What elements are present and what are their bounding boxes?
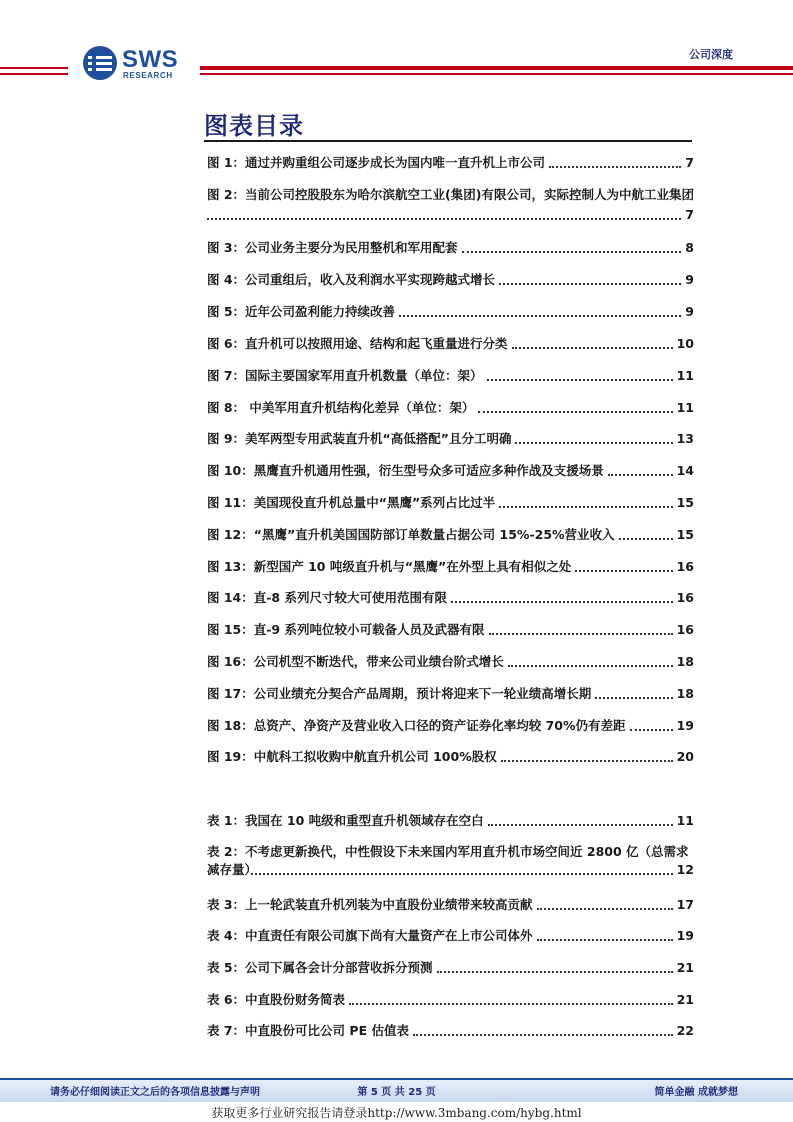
- leader-dots: [512, 347, 673, 349]
- entry-page: 17: [676, 897, 694, 912]
- entry-page: 18: [676, 686, 694, 701]
- toc-entry-figure[interactable]: [207, 367, 694, 385]
- entry-label: 表 3：上一轮武装直升机列装为中直股份业绩带来较高贡献: [207, 897, 533, 912]
- toc-entry-figure[interactable]: [207, 399, 694, 417]
- entry-page: 15: [676, 527, 694, 542]
- header-rule-left-top: [0, 67, 68, 69]
- toc-entry-figure[interactable]: [207, 685, 694, 703]
- entry-page: 7: [685, 155, 694, 170]
- report-type-label: 公司深度: [689, 48, 733, 61]
- leader-dots: [608, 474, 673, 476]
- entry-label: 图 3：公司业务主要分为民用整机和军用配套: [207, 240, 458, 255]
- toc-entry-table[interactable]: [207, 959, 694, 977]
- leader-dots: [501, 760, 673, 762]
- toc-entry-figure[interactable]: [207, 303, 694, 321]
- toc-entry-figure[interactable]: [207, 653, 694, 671]
- toc-title: 图表目录: [204, 112, 304, 140]
- toc-entry-figure[interactable]: [207, 621, 694, 639]
- leader-dots: [499, 283, 681, 285]
- toc-entry-figure[interactable]: [207, 589, 694, 607]
- leader-dots: [251, 873, 673, 875]
- entry-label: 图 9：美军两型专用武装直升机“高低搭配”且分工明确: [207, 431, 512, 446]
- entry-label: 图 10：黑鹰直升机通用性强，衍生型号众多可适应多种作战及支援场景: [207, 463, 604, 478]
- entry-label: 图 11：美国现役直升机总量中“黑鹰”系列占比过半: [207, 495, 496, 510]
- toc-entry-figure[interactable]: [207, 154, 694, 172]
- toc-entry-table[interactable]: [207, 812, 694, 830]
- sws-logo: [82, 43, 182, 83]
- entry-label: 图 1：通过并购重组公司逐步成长为国内唯一直升机上市公司: [207, 155, 546, 170]
- entry-page: 14: [676, 463, 694, 478]
- toc-entry-table[interactable]: [207, 927, 694, 945]
- toc-entry-table[interactable]: [207, 1022, 694, 1040]
- leader-dots: [619, 538, 673, 540]
- entry-label: 图 4：公司重组后，收入及利润水平实现跨越式增长: [207, 272, 496, 287]
- entry-page: 18: [676, 654, 694, 669]
- header-rule-right-bottom: [200, 73, 793, 75]
- leader-dots: [462, 251, 682, 253]
- entry-label: 图 16：公司机型不断迭代，带来公司业绩台阶式增长: [207, 654, 504, 669]
- entry-page: 19: [676, 718, 694, 733]
- leader-dots: [537, 939, 673, 941]
- logo-subtext: RESEARCH: [123, 71, 173, 80]
- header-rule-right-top: [200, 66, 793, 70]
- toc-entry-figure[interactable]: [207, 717, 694, 735]
- entry-label: 图 14：直-8 系列尺寸较大可使用范围有限: [207, 590, 447, 605]
- toc-entry-figure[interactable]: [207, 494, 694, 512]
- entry-label: 图 5：近年公司盈利能力持续改善: [207, 304, 396, 319]
- leader-dots: [349, 1003, 673, 1005]
- logo-text: SWS: [122, 46, 179, 73]
- leader-dots: [508, 665, 673, 667]
- entry-label: 图 6：直升机可以按照用途、结构和起飞重量进行分类: [207, 336, 508, 351]
- toc-entry-table[interactable]: [207, 991, 694, 1009]
- leader-dots: [630, 729, 673, 731]
- toc-entry-figure[interactable]: [207, 430, 694, 448]
- entry-page: 9: [685, 272, 694, 287]
- leader-dots: [499, 506, 672, 508]
- leader-dots: [413, 1034, 673, 1036]
- entry-page: 9: [685, 304, 694, 319]
- footer-page-number: 第 5 页 共 25 页: [357, 1087, 436, 1098]
- entry-page: 16: [676, 559, 694, 574]
- entry-label: 图 2：当前公司控股股东为哈尔滨航空工业(集团)有限公司，实际控制人为中航工业集团: [207, 187, 694, 202]
- entry-label: 图 18：总资产、净资产及营业收入口径的资产证券化率均较 70%仍有差距: [207, 718, 626, 733]
- toc-entry-figure[interactable]: [207, 335, 694, 353]
- toc-entry-figure[interactable]: [207, 526, 694, 544]
- toc-entry-table[interactable]: [207, 896, 694, 914]
- title-underline: [204, 140, 692, 142]
- entry-label: 图 13：新型国产 10 吨级直升机与“黑鹰”在外型上具有相似之处: [207, 559, 572, 574]
- entry-page: 22: [676, 1023, 694, 1038]
- leader-dots: [207, 218, 681, 220]
- entry-page: 8: [685, 240, 694, 255]
- toc-entry-table[interactable]: [207, 843, 694, 879]
- entry-label: 图 15：直-9 系列吨位较小可载备人员及武器有限: [207, 622, 485, 637]
- entry-label: 表 2：不考虑更新换代，中性假设下未来国内军用直升机市场空间近 2800 亿（总需求减存量）: [207, 844, 689, 877]
- entry-label: 图 12：“黑鹰”直升机美国国防部订单数量占据公司 15%-25%营业收入: [207, 527, 615, 542]
- leader-dots: [575, 570, 672, 572]
- leader-dots: [489, 633, 673, 635]
- header-rule-left-bottom: [0, 73, 68, 75]
- entry-label: 图 19：中航科工拟收购中航直升机公司 100%股权: [207, 749, 497, 764]
- entry-label: 表 4：中直责任有限公司旗下尚有大量资产在上市公司体外: [207, 928, 533, 943]
- leader-dots: [437, 971, 673, 973]
- entry-page: 16: [676, 622, 694, 637]
- entry-page: 12: [676, 862, 694, 877]
- entry-label: 表 5：公司下属各会计分部营收拆分预测: [207, 960, 433, 975]
- toc-entry-figure[interactable]: [207, 239, 694, 257]
- entry-page: 20: [676, 749, 694, 764]
- entry-page: 11: [676, 400, 694, 415]
- leader-dots: [549, 166, 681, 168]
- entry-label: 表 7：中直股份可比公司 PE 估值表: [207, 1023, 409, 1038]
- download-notice: 获取更多行业研究报告请登录http://www.3mbang.com/hybg.html: [211, 1106, 582, 1120]
- entry-label: 图 8： 中美军用直升机结构化差异（单位：架）: [207, 400, 475, 415]
- toc-entry-figure[interactable]: [207, 186, 694, 224]
- entry-page: 19: [676, 928, 694, 943]
- entry-page: 21: [676, 992, 694, 1007]
- leader-dots: [537, 908, 673, 910]
- entry-page: 16: [676, 590, 694, 605]
- entry-label: 图 17：公司业绩充分契合产品周期，预计将迎来下一轮业绩高增长期: [207, 686, 592, 701]
- entry-page: 11: [676, 813, 694, 828]
- leader-dots: [487, 379, 673, 381]
- entry-page: 21: [676, 960, 694, 975]
- toc-entry-figure[interactable]: [207, 748, 694, 766]
- leader-dots: [478, 411, 672, 413]
- leader-dots: [451, 601, 673, 603]
- leader-dots: [399, 315, 681, 317]
- entry-page: 11: [676, 368, 694, 383]
- footer-slogan: 简单金融 成就梦想: [654, 1087, 738, 1098]
- toc-entry-figure[interactable]: [207, 271, 694, 289]
- entry-label: 表 6：中直股份财务简表: [207, 992, 346, 1007]
- entry-page: 10: [676, 336, 694, 351]
- leader-dots: [595, 697, 672, 699]
- entry-page: 7: [685, 207, 694, 222]
- toc-entry-figure[interactable]: [207, 558, 694, 576]
- footer-disclaimer: 请务必仔细阅读正文之后的各项信息披露与声明: [50, 1087, 260, 1098]
- sws-logo-mark-icon: [82, 43, 118, 83]
- entry-page: 13: [676, 431, 694, 446]
- entry-label: 图 7：国际主要国家军用直升机数量（单位：架）: [207, 368, 483, 383]
- entry-page: 15: [676, 495, 694, 510]
- leader-dots: [488, 824, 673, 826]
- toc-entry-figure[interactable]: [207, 462, 694, 480]
- leader-dots: [515, 442, 672, 444]
- entry-label: 表 1：我国在 10 吨级和重型直升机领域存在空白: [207, 813, 484, 828]
